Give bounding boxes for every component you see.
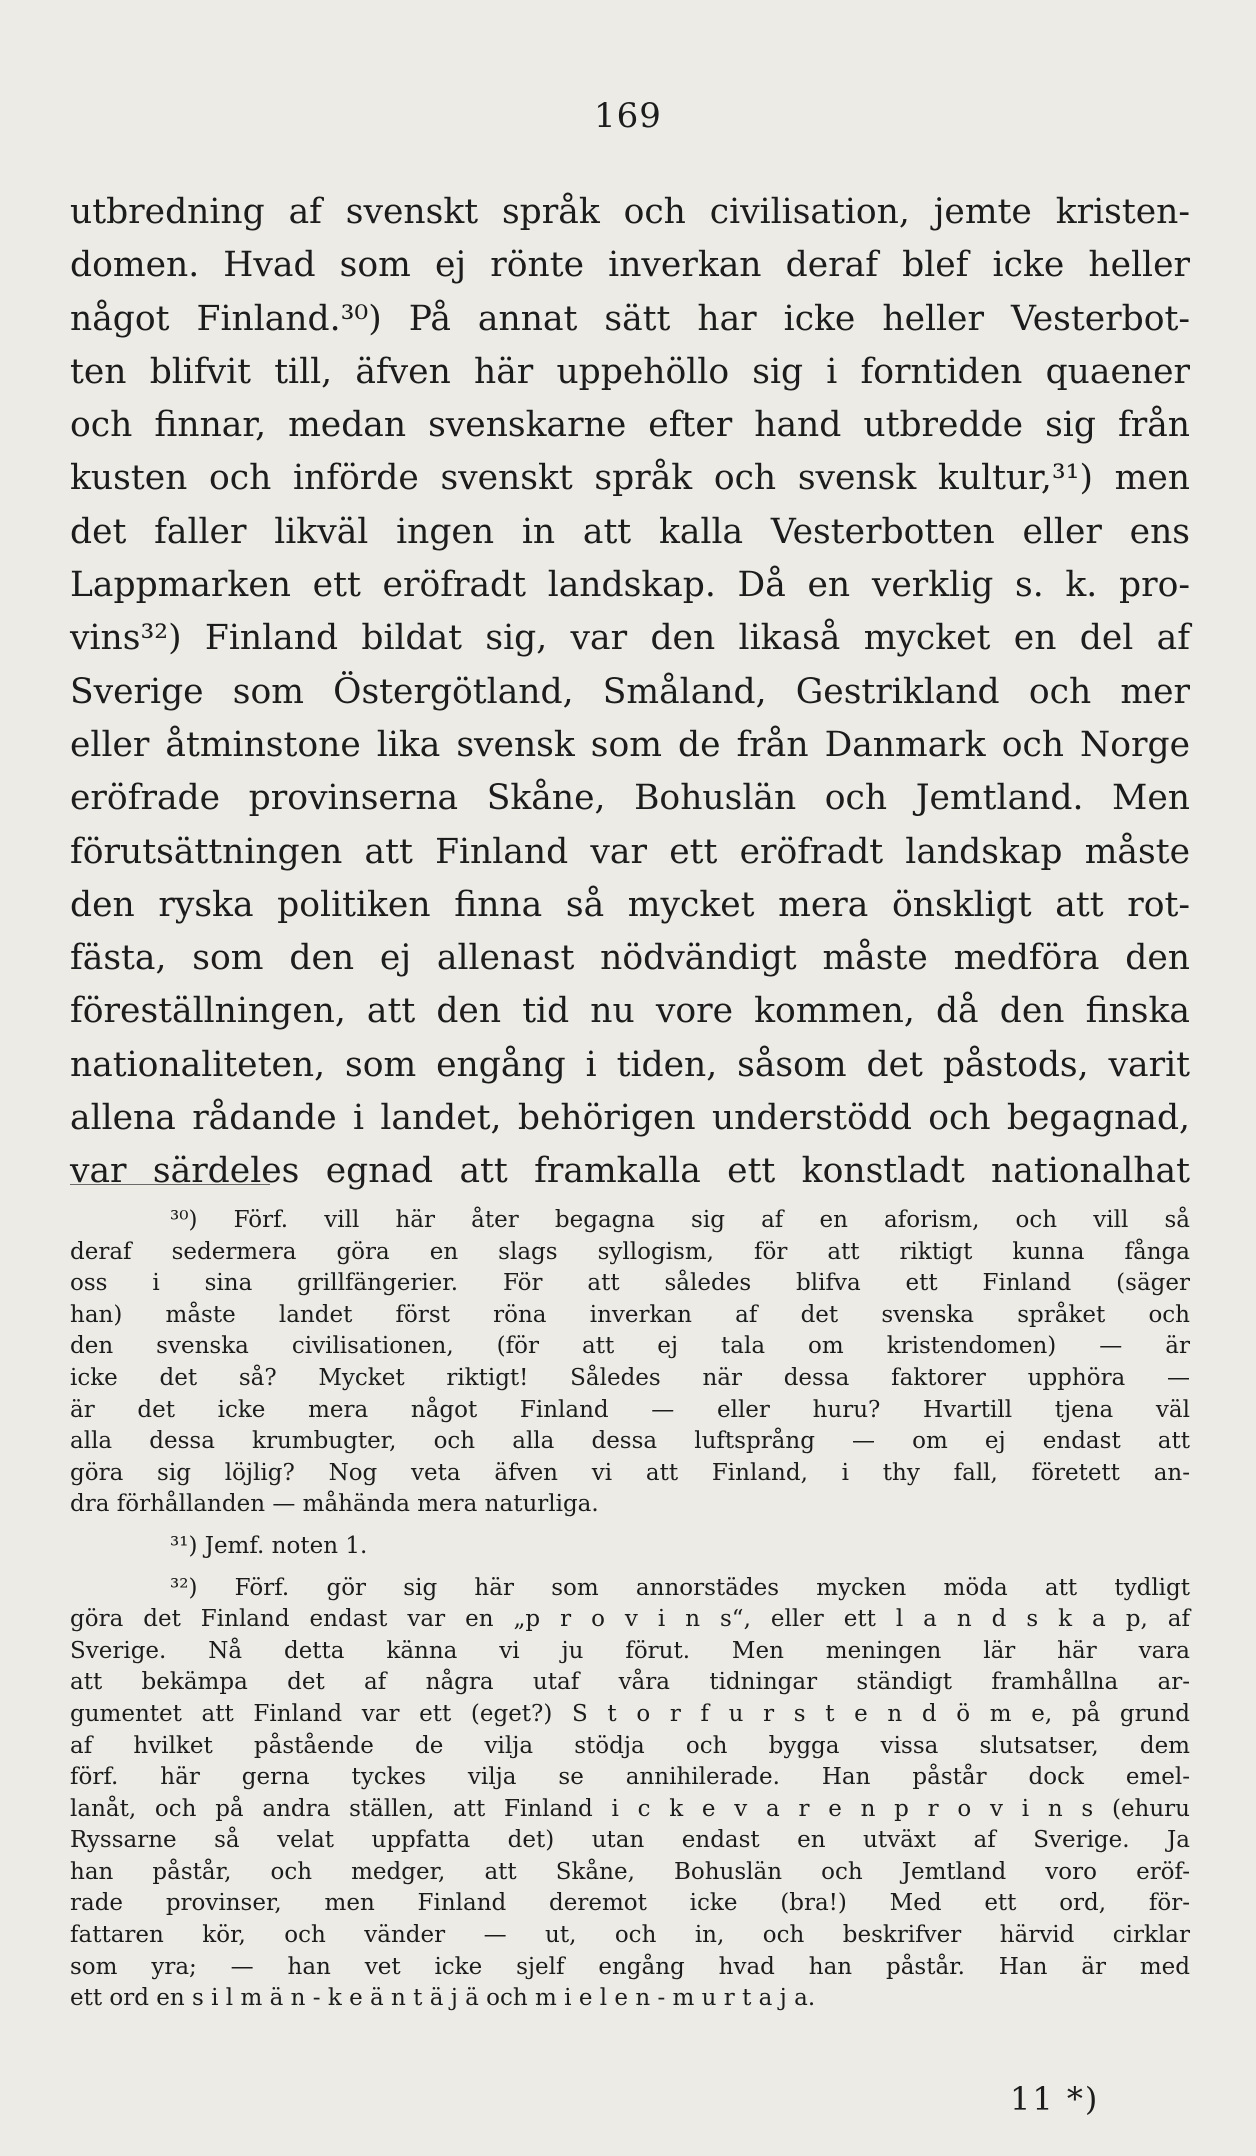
footnote-line: den svenska civilisationen, (för att ej tala om kristendomen) — är (70, 1333, 1190, 1360)
footnote-line: deraf sedermera göra en slags syllogism, för att riktigt kunna fånga (70, 1238, 1190, 1265)
footnote-line: ³¹) Jemf. noten 1. (170, 1532, 368, 1559)
footnote-line: icke det så? Mycket riktigt! Således när dessa faktorer upphöra — (70, 1364, 1190, 1391)
body-line: vins³²) Finland bildat sig, var den likaså mycket en del af (70, 618, 1190, 659)
body-line: allena rådande i landet, behörigen understödd och begagnad, (70, 1098, 1190, 1139)
signature-mark: 11 *) (1010, 2080, 1100, 2118)
body-line: eröfrade provinserna Skåne, Bohuslän och Jemtland. Men (70, 778, 1190, 819)
body-line: utbredning af svenskt språk och civilisation, jemte kristen- (70, 192, 1190, 232)
body-line: den ryska politiken finna så mycket mera önskligt att rot- (70, 884, 1190, 925)
footnote-line: fattaren kör, och vänder — ut, och in, och beskrifver härvid cirklar (70, 1922, 1190, 1949)
footnote-31 (70, 1531, 1190, 1563)
footnote-line: oss i sina grillfängerier. För att således blifva ett Finland (säger (70, 1270, 1190, 1297)
body-line: föreställningen, att den tid nu vore kommen, då den finska (70, 991, 1190, 1032)
footnote-30 (70, 1205, 1190, 1521)
body-line: något Finland.³⁰) På annat sätt har icke heller Vesterbot- (70, 298, 1190, 339)
page-number: 169 (594, 96, 662, 136)
footnote-line: ett ord en s i l m ä n - k e ä n t ä j ä och m i e l e n - m u r t a j a. (70, 1985, 816, 2012)
footnote-line: han påstår, och medger, att Skåne, Bohuslän och Jemtland voro eröf- (70, 1858, 1190, 1885)
footnote-line: ³²) Förf. gör sig här som annorstädes mycken möda att tydligt (170, 1574, 1190, 1601)
footnote-line: lanåt, och på andra ställen, att Finland i c k e v a r e n p r o v i n s (ehuru (70, 1795, 1190, 1822)
body-line: domen. Hvad som ej rönte inverkan deraf blef icke heller (70, 245, 1190, 286)
footnote-line: Sverige. Nå detta känna vi ju förut. Men meningen lär här vara (70, 1637, 1190, 1664)
footnote-gap (70, 1563, 1190, 1573)
body-text (70, 186, 1190, 1199)
footnote-line: han) måste landet först röna inverkan af det svenska språket och (70, 1301, 1190, 1328)
footnote-line: att bekämpa det af några utaf våra tidningar ständigt framhållna ar- (70, 1669, 1190, 1696)
body-line: Sverige som Östergötland, Småland, Gestrikland och mer (70, 671, 1190, 712)
footnote-32 (70, 1573, 1190, 2015)
footnote-line: som yra; — han vet icke sjelf engång hvad han påstår. Han är med (70, 1953, 1190, 1980)
body-line: förutsättningen att Finland var ett eröfradt landskap måste (70, 831, 1190, 872)
body-line: eller åtminstone lika svensk som de från Danmark och Norge (70, 724, 1190, 765)
footnote-line: göra det Finland endast var en „p r o v i n s“, eller ett l a n d s k a p, af (70, 1606, 1190, 1633)
footnote-line: göra sig löjlig? Nog veta äfven vi att Finland, i thy fall, företett an- (70, 1459, 1190, 1486)
footnote-line: ³⁰) Förf. vill här åter begagna sig af en aforism, och vill så (170, 1207, 1190, 1233)
body-line: ten blifvit till, äfven här uppehöllo sig i forntiden quaener (70, 351, 1190, 392)
footnote-line: alla dessa krumbugter, och alla dessa luftsprång — om ej endast att (70, 1428, 1190, 1455)
body-line: nationaliteten, som engång i tiden, såsom det påstods, varit (70, 1044, 1190, 1085)
body-line: och finnar, medan svenskarne efter hand utbredde sig från (70, 405, 1190, 446)
footnote-line: förf. här gerna tyckes vilja se annihilerade. Han påstår dock emel- (70, 1764, 1190, 1791)
footnotes (70, 1205, 1190, 2015)
footnote-line: rade provinser, men Finland deremot icke (bra!) Med ett ord, för- (70, 1890, 1190, 1917)
footnote-rule (70, 1184, 270, 1185)
body-line: kusten och införde svenskt språk och svensk kultur,³¹) men (70, 458, 1190, 499)
body-line: fästa, som den ej allenast nödvändigt måste medföra den (70, 938, 1190, 979)
body-line: Lappmarken ett eröfradt landskap. Då en verklig s. k. pro- (70, 565, 1190, 606)
footnote-line: dra förhållanden — måhända mera naturliga. (70, 1491, 599, 1518)
footnote-line: är det icke mera något Finland — eller huru? Hvartill tjena väl (70, 1396, 1190, 1423)
footnote-line: af hvilket påstående de vilja stödja och bygga vissa slutsatser, dem (70, 1732, 1190, 1759)
body-line: det faller likväl ingen in att kalla Vesterbotten eller ens (70, 511, 1190, 552)
footnote-line: Ryssarne så velat uppfatta det) utan endast en utväxt af Sverige. Ja (70, 1827, 1190, 1854)
footnote-line: gumentet att Finland var ett (eget?) S t o r f u r s t e n d ö m e, på grund (70, 1700, 1190, 1727)
footnote-gap (70, 1521, 1190, 1531)
body-line: var särdeles egnad att framkalla ett konstladt nationalhat (70, 1151, 1190, 1192)
